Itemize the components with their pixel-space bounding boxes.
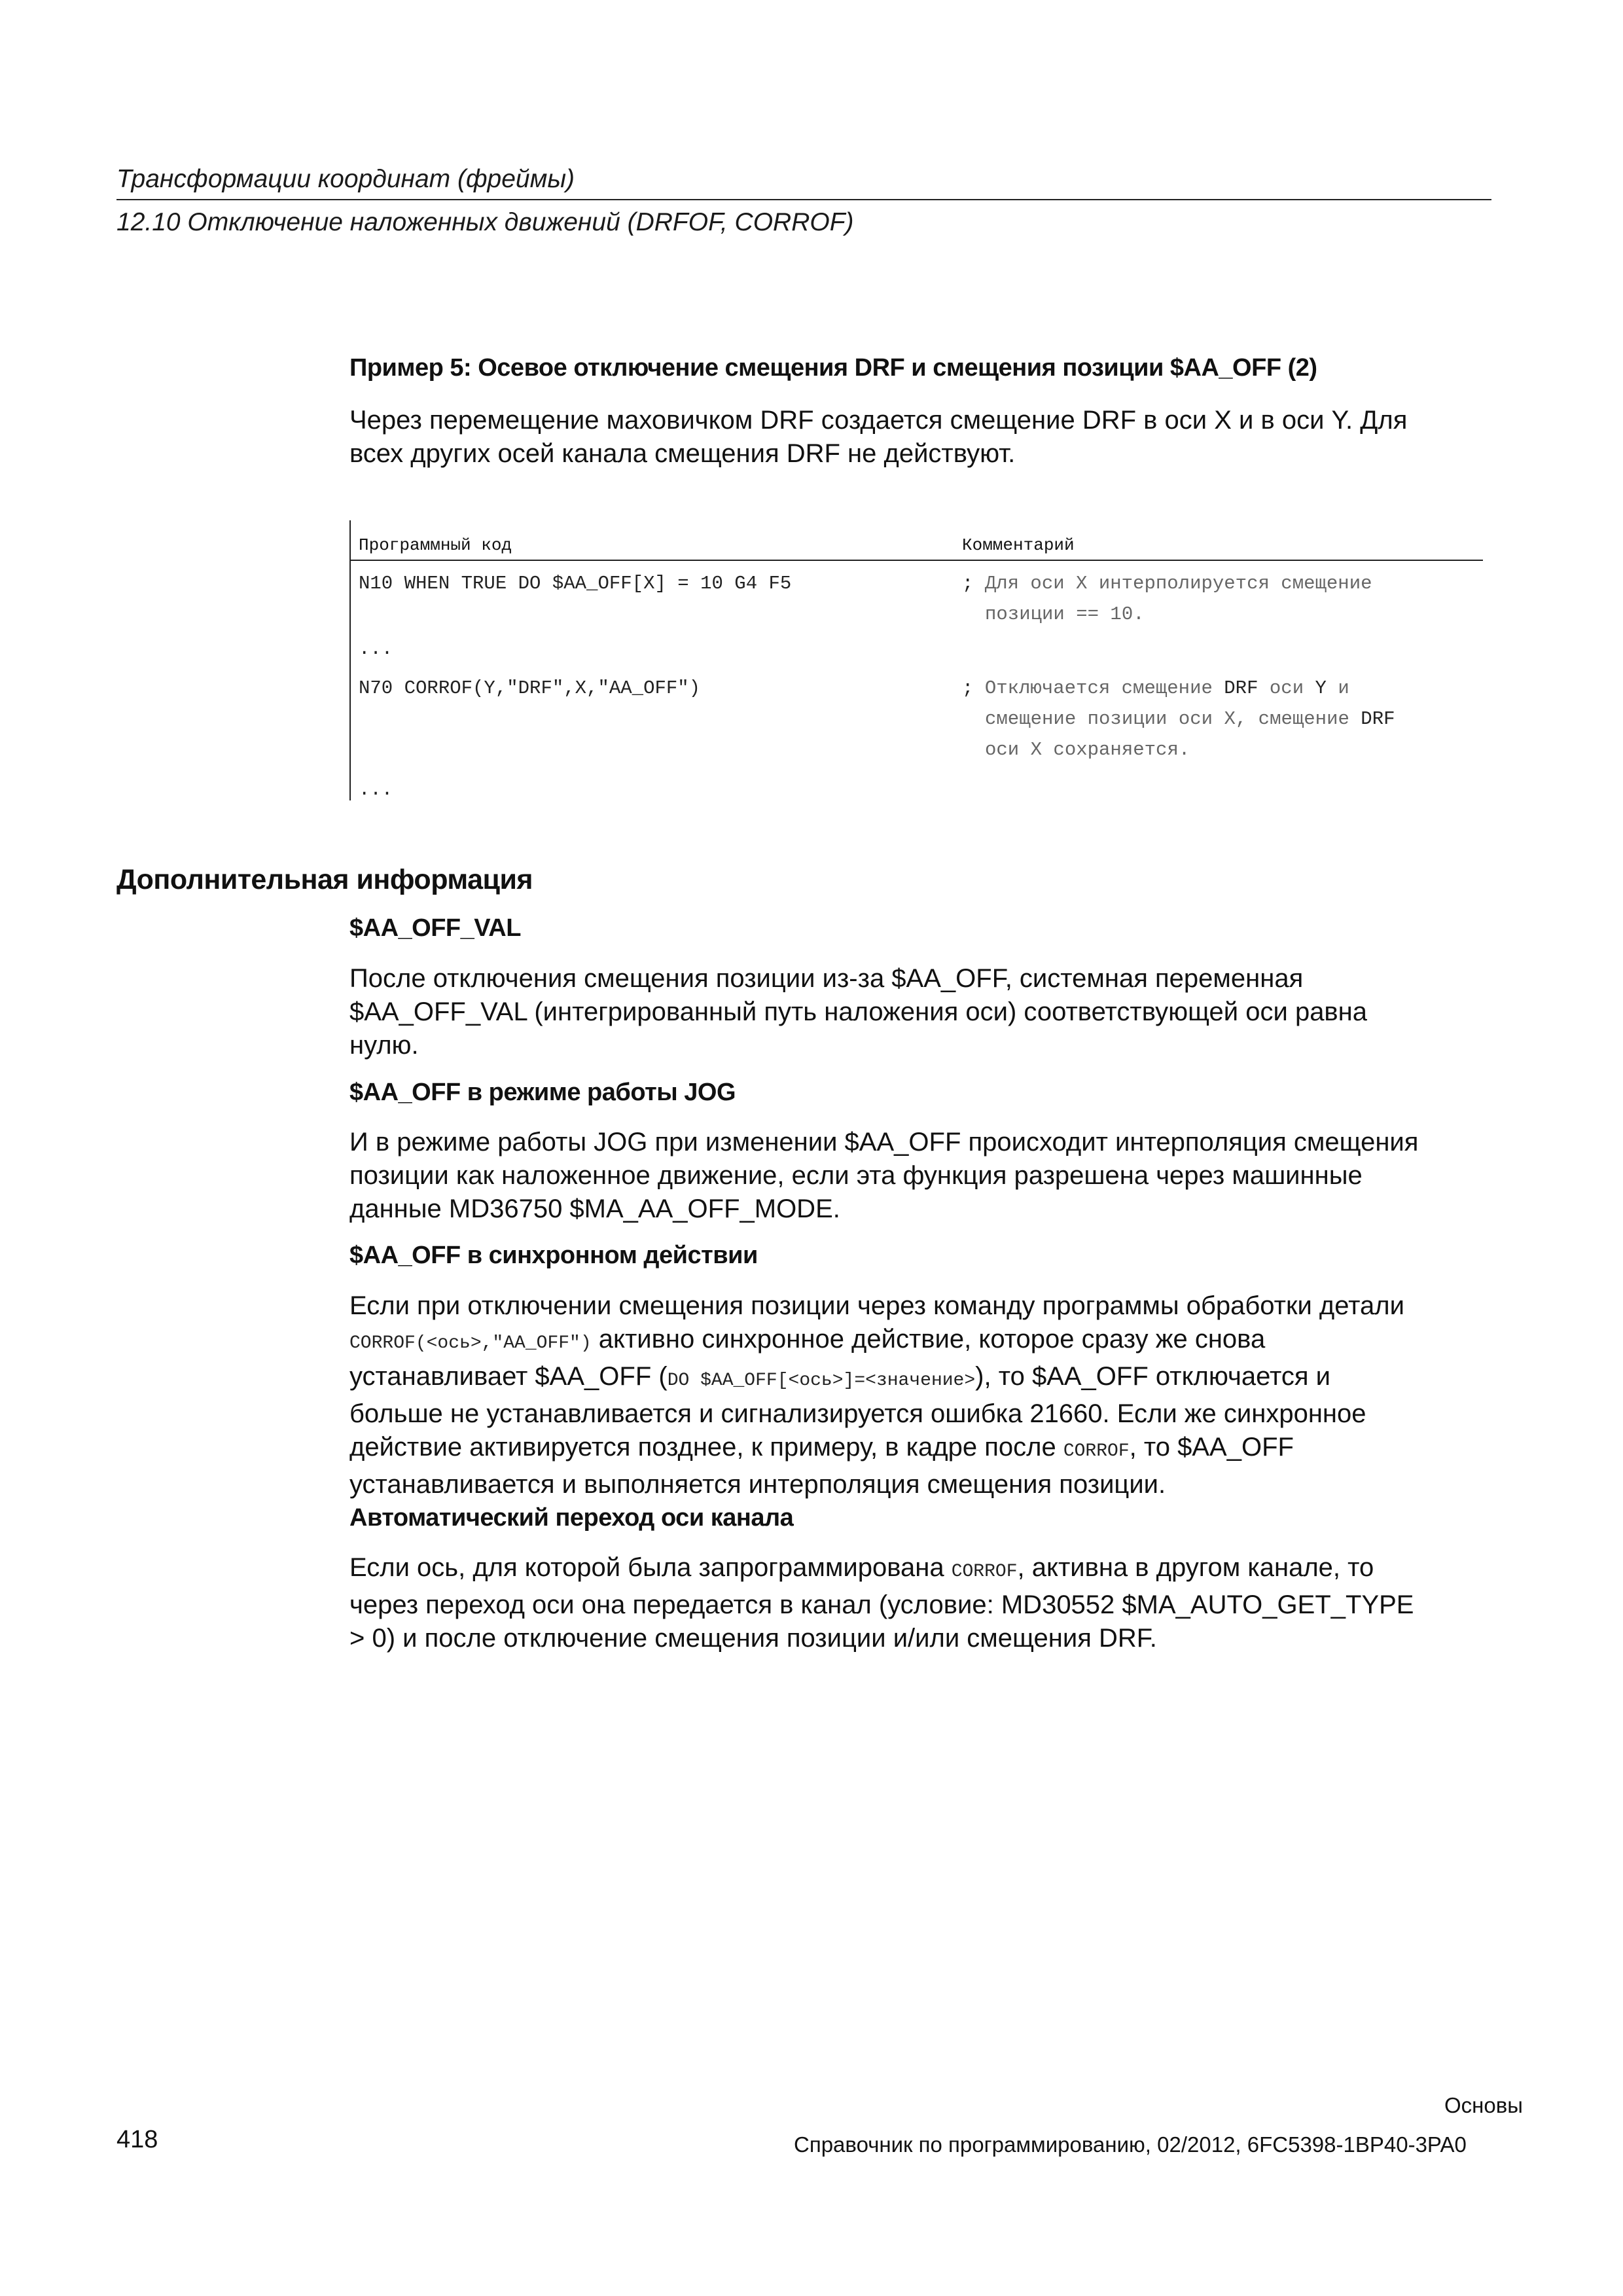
- inline-code: CORROF: [1063, 1441, 1130, 1462]
- paragraph-text: активно синхронное действие, которое сразу же снова: [591, 1325, 1266, 1354]
- code-line: N70 CORROF(Y,"DRF",X,"AA_OFF"): [359, 677, 701, 699]
- paragraph-line: нулю.: [349, 1031, 419, 1060]
- paragraph-text: действие активируется позднее, к примеру, в кадре после: [349, 1433, 1063, 1462]
- comment-text: и: [1326, 677, 1349, 699]
- code-line: ...: [359, 779, 393, 800]
- paragraph-line: После отключения смещения позиции из-за $AA_OFF, системная переменная: [349, 964, 1304, 993]
- paragraph-text: устанавливает $AA_OFF (: [349, 1362, 668, 1391]
- comment-text: оси: [1258, 677, 1315, 699]
- example-intro: [349, 404, 1501, 471]
- inline-code: DO $AA_OFF[<ось>]=<значение>: [667, 1371, 976, 1391]
- paragraph-line: позиции как наложенное движение, если эта функция разрешена через машинные: [349, 1161, 1363, 1190]
- subsection-title: $AA_OFF_VAL: [349, 914, 521, 942]
- paragraph: [349, 962, 1501, 1062]
- code-comment: [962, 673, 1459, 765]
- paragraph: [349, 1289, 1501, 1501]
- footer-book-title: Основы: [1444, 2093, 1523, 2117]
- paragraph-line: устанавливается и выполняется интерполяция смещения позиции.: [349, 1470, 1166, 1499]
- comment-text: позиции == 10.: [985, 603, 1145, 625]
- inline-code: CORROF: [951, 1562, 1018, 1582]
- comment-column-header: Комментарий: [962, 535, 1075, 555]
- code-column-header: Программный код: [359, 535, 512, 555]
- paragraph-text: , то $AA_OFF: [1129, 1433, 1294, 1462]
- paragraph-line: $AA_OFF_VAL (интегрированный путь наложения оси) соответствующей оси равна: [349, 997, 1368, 1026]
- paragraph-text: Если ось, для которой была запрограммирована: [349, 1553, 952, 1582]
- inline-code: CORROF(<ось>,"AA_OFF"): [349, 1333, 592, 1354]
- paragraph-line: > 0) и после отключение смещения позиции и/или смещения DRF.: [349, 1624, 1157, 1653]
- section-heading: Дополнительная информация: [116, 864, 533, 895]
- subsection-title: Автоматический переход оси канала: [349, 1504, 794, 1532]
- example-intro-line: всех других осей канала смещения DRF не действуют.: [349, 439, 1016, 468]
- paragraph-text: ), то $AA_OFF отключается и: [975, 1362, 1330, 1391]
- paragraph-line: больше не устанавливается и сигнализируется ошибка 21660. Если же синхронное: [349, 1399, 1366, 1428]
- paragraph-line: через переход оси она передается в канал (условие: MD30552 $MA_AUTO_GET_TYPE: [349, 1590, 1414, 1619]
- comment-marker: ;: [962, 573, 974, 594]
- code-table-frame: [349, 520, 351, 800]
- code-line: ...: [359, 638, 393, 660]
- comment-text: Отключается смещение: [984, 677, 1224, 699]
- subsection-title: $AA_OFF в режиме работы JOG: [349, 1079, 736, 1106]
- paragraph-line: [349, 1323, 1501, 1360]
- running-header-section: 12.10 Отключение наложенных движений (DRFOF, CORROF): [116, 208, 854, 236]
- code-line: N10 WHEN TRUE DO $AA_OFF[X] = 10 G4 F5: [359, 573, 792, 594]
- example-title: Пример 5: Осевое отключение смещения DRF и смещения позиции $AA_OFF (2): [349, 354, 1317, 382]
- footer-reference: Справочник по программированию, 02/2012, 6FC5398-1BP40-3PA0: [794, 2132, 1467, 2157]
- code-table-header-rule: [351, 560, 1483, 561]
- paragraph-line: [349, 1551, 1501, 1588]
- running-header-chapter: Трансформации координат (фреймы): [116, 165, 575, 193]
- comment-text: Для оси X интерполируется смещение: [984, 573, 1372, 594]
- comment-text: смещение позиции оси X, смещение: [985, 708, 1361, 730]
- paragraph-line: [349, 1360, 1501, 1397]
- example-intro-line: Через перемещение маховичком DRF создается смещение DRF в оси X и в оси Y. Для: [349, 406, 1408, 435]
- header-rule: [116, 199, 1491, 200]
- paragraph-text: , активна в другом канале, то: [1017, 1553, 1374, 1582]
- paragraph-line: И в режиме работы JOG при изменении $AA_OFF происходит интерполяция смещения: [349, 1128, 1419, 1157]
- code-comment: [962, 568, 1459, 630]
- paragraph-line: данные MD36750 $MA_AA_OFF_MODE.: [349, 1194, 840, 1223]
- page-number: 418: [116, 2126, 158, 2153]
- paragraph: [349, 1551, 1501, 1655]
- comment-keyword: Y: [1315, 677, 1327, 699]
- paragraph-line: [349, 1431, 1501, 1468]
- comment-keyword: DRF: [1224, 677, 1258, 699]
- comment-text: оси X сохраняется.: [985, 739, 1190, 761]
- paragraph: [349, 1126, 1501, 1226]
- subsection-title: $AA_OFF в синхронном действии: [349, 1242, 758, 1269]
- paragraph-line: Если при отключении смещения позиции через команду программы обработки детали: [349, 1291, 1404, 1320]
- comment-marker: ;: [962, 677, 974, 699]
- comment-keyword: DRF: [1361, 708, 1395, 730]
